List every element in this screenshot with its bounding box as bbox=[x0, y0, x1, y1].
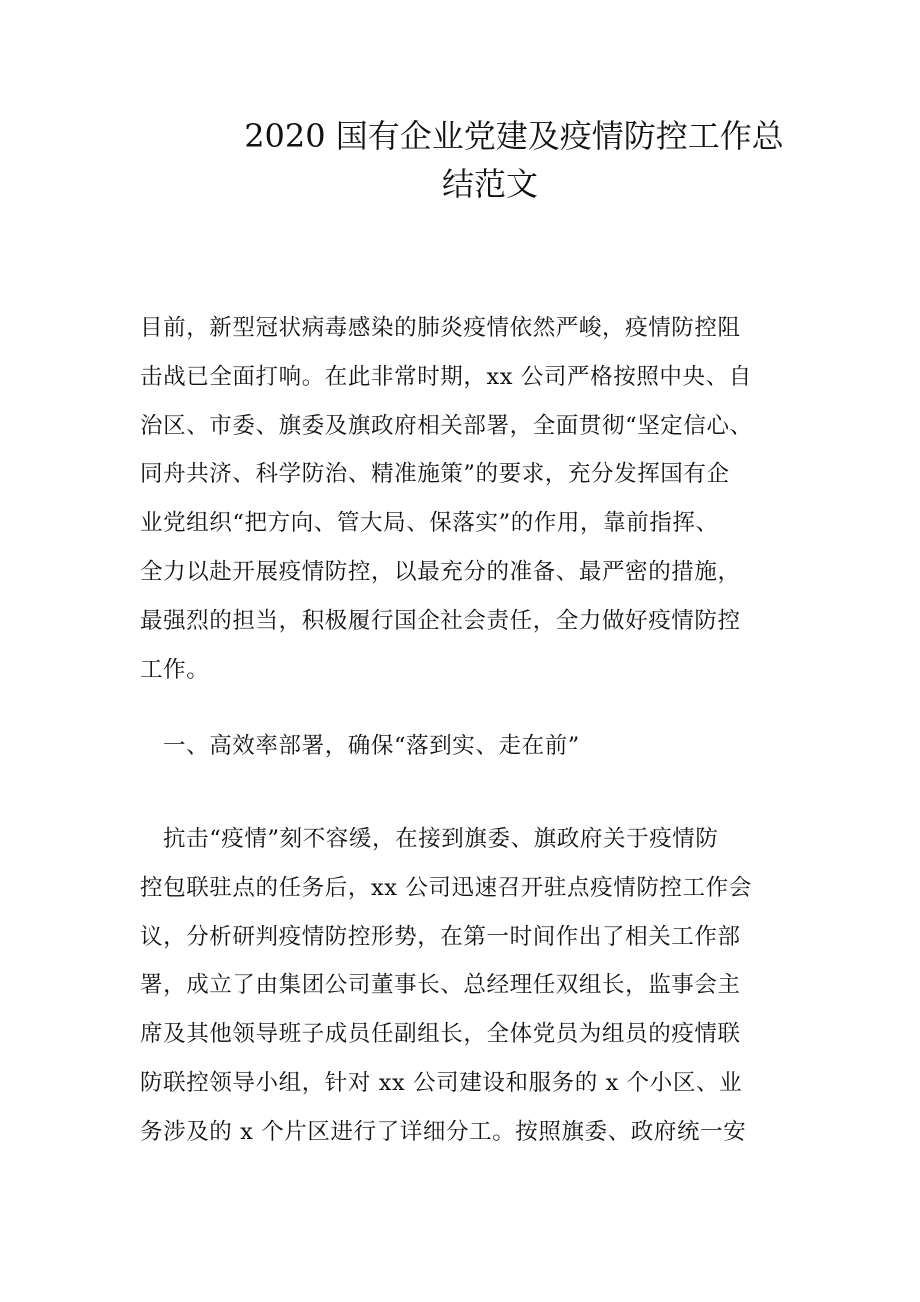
paragraph-line: 工作。 bbox=[140, 656, 210, 683]
paragraph-line: 目前，新型冠状病毒感染的肺炎疫情依然严峻，疫情防控阻 bbox=[140, 315, 741, 341]
section-heading-text: 一、高效率部署，确保“落到实、走在前” bbox=[163, 733, 580, 759]
document-title bbox=[140, 112, 840, 208]
paragraph-intro bbox=[140, 304, 806, 694]
paragraph-line: 治区、市委、旗委及旗政府相关部署，全面贯彻“坚定信心、 bbox=[140, 412, 753, 439]
paragraph-line: 抗击“疫情”刻不容缓，在接到旗委、旗政府关于疫情防 bbox=[163, 826, 719, 852]
paragraph-line: 业党组织“把方向、管大局、保落实”的作用，靠前指挥、 bbox=[140, 510, 719, 537]
paragraph-section-1 bbox=[140, 815, 806, 1157]
paragraph-line: 席及其他领导班子成员任副组长，全体党员为组员的疫情联 bbox=[140, 1021, 741, 1048]
paragraph-line: 控包联驻点的任务后，xx 公司迅速召开驻点疫情防控工作会 bbox=[140, 874, 752, 901]
paragraph-line: 务涉及的 x 个片区进行了详细分工。按照旗委、政府统一安 bbox=[140, 1118, 747, 1145]
paragraph-line: 防联控领导小组，针对 xx 公司建设和服务的 x 个小区、业 bbox=[140, 1069, 743, 1096]
paragraph-line: 议，分析研判疫情防控形势，在第一时间作出了相关工作部 bbox=[140, 923, 741, 950]
section-heading-1 bbox=[163, 722, 829, 771]
title-line-1: 2020 国有企业党建及疫情防控工作总 bbox=[244, 117, 784, 155]
title-line-2: 结范文 bbox=[441, 165, 538, 203]
paragraph-line: 同舟共济、科学防治、精准施策”的要求，充分发挥国有企 bbox=[140, 461, 730, 488]
paragraph-line: 全力以赴开展疫情防控，以最充分的准备、最严密的措施， bbox=[140, 558, 741, 585]
paragraph-line: 署，成立了由集团公司董事长、总经理任双组长，监事会主 bbox=[140, 972, 741, 999]
paragraph-line: 击战已全面打响。在此非常时期，xx 公司严格按照中央、自 bbox=[140, 363, 752, 390]
paragraph-line: 最强烈的担当，积极履行国企社会责任，全力做好疫情防控 bbox=[140, 607, 741, 634]
